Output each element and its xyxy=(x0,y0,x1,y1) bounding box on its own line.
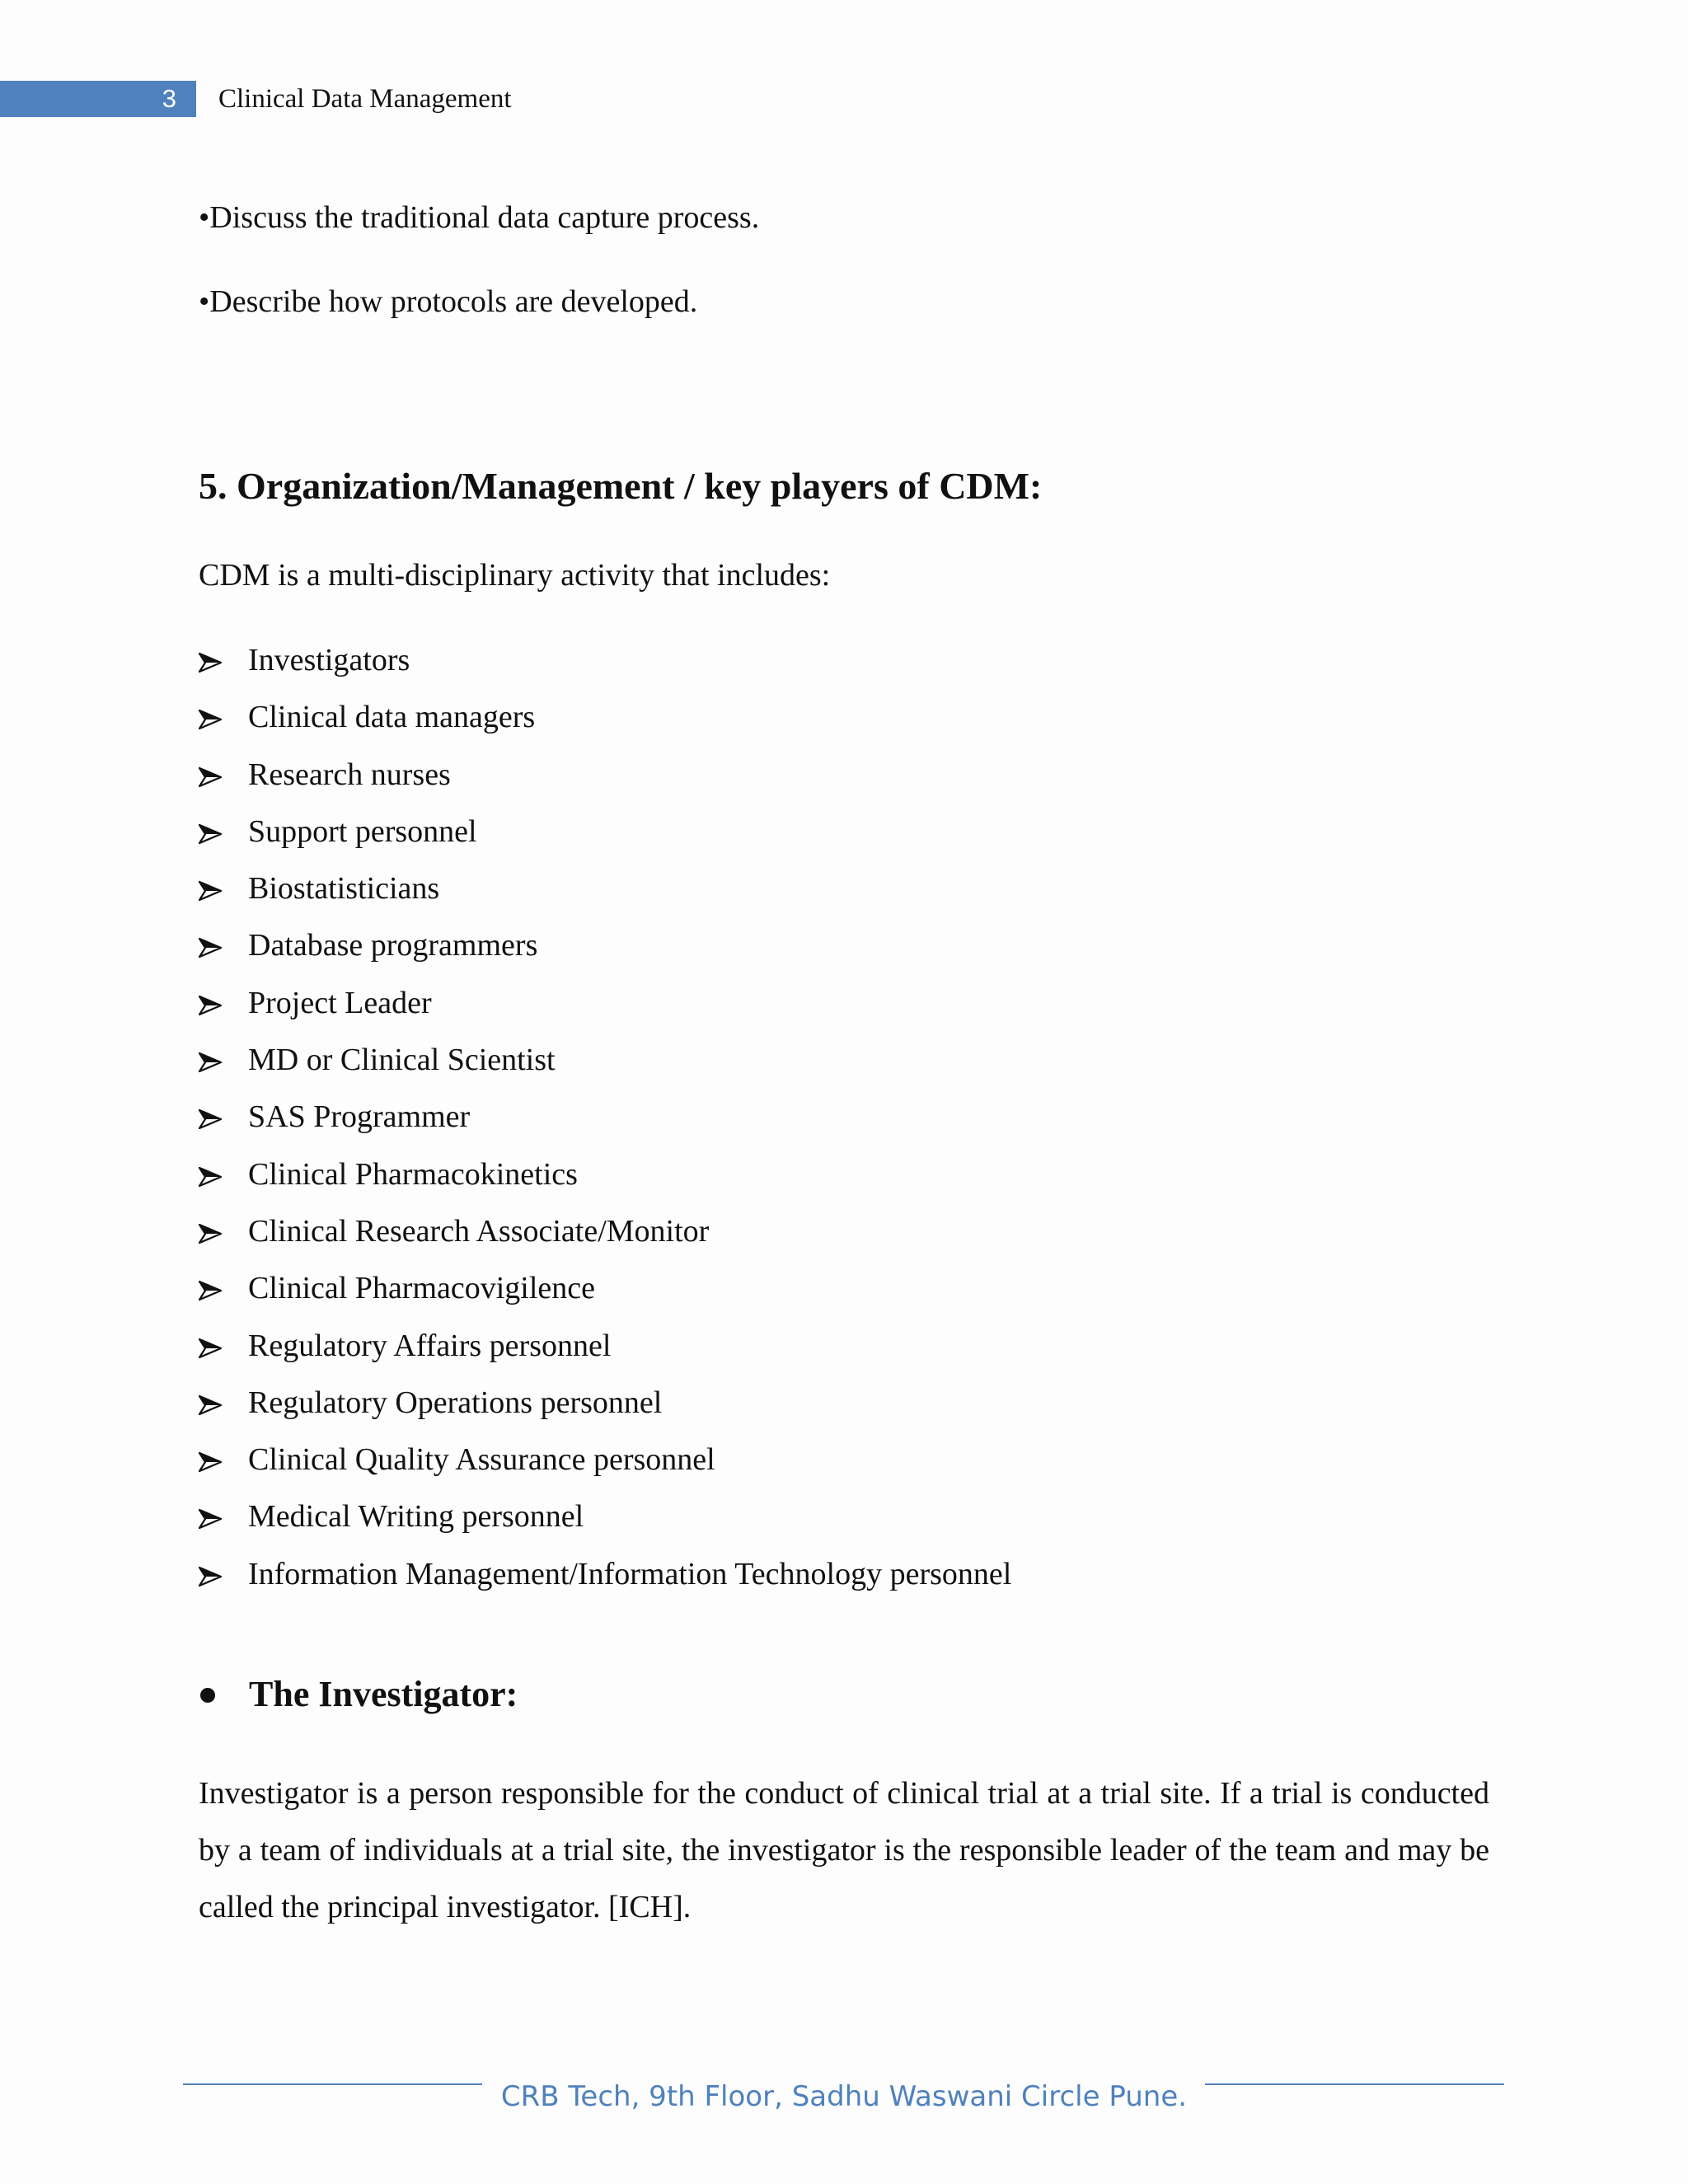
arrow-bullet-icon xyxy=(199,767,222,787)
list-item-label: Database programmers xyxy=(248,928,538,963)
investigator-subsection xyxy=(199,1671,940,1718)
list-item-label: Information Management/Information Technology personnel xyxy=(248,1556,1012,1591)
arrow-bullet-icon xyxy=(199,1395,222,1415)
page-number: 3 xyxy=(162,84,176,113)
arrow-bullet-icon xyxy=(199,1509,222,1529)
section-heading: 5. Organization/Management / key players of CDM: xyxy=(199,465,1043,507)
list-item-label: Biostatisticians xyxy=(248,871,440,907)
list-item-label: Regulatory Affairs personnel xyxy=(248,1328,612,1363)
arrow-bullet-icon xyxy=(199,824,222,844)
footer-rule-left xyxy=(183,2083,482,2085)
list-item-label: MD or Clinical Scientist xyxy=(248,1043,556,1078)
arrow-bullet-icon xyxy=(199,1109,222,1129)
intro-item-data-capture: •Discuss the traditional data capture process. xyxy=(199,200,760,235)
list-item-label: Project Leader xyxy=(248,985,432,1020)
list-item-label: Clinical Pharmacokinetics xyxy=(248,1156,578,1192)
list-item-label: Medical Writing personnel xyxy=(248,1499,584,1535)
arrow-bullet-icon xyxy=(199,1281,222,1301)
intro-item-protocols: •Describe how protocols are developed. xyxy=(199,284,698,319)
arrow-bullet-icon xyxy=(199,881,222,901)
arrow-bullet-icon xyxy=(199,1167,222,1187)
list-item-label: Clinical Research Associate/Monitor xyxy=(248,1213,710,1249)
arrow-bullet-icon xyxy=(199,1224,222,1244)
investigator-paragraph: Investigator is a person responsible for the conduct of clinical trial at a trial site. If a trial is conducted by a team of individuals at a trial site, the investigator is the responsible leader of the team and may be called the principal investigator. [ICH]. xyxy=(199,1776,1489,1924)
list-item-label: Clinical Pharmacovigilence xyxy=(248,1271,596,1306)
arrow-bullet-icon xyxy=(199,1452,222,1472)
list-item-label: Research nurses xyxy=(248,757,451,792)
arrow-bullet-icon xyxy=(199,710,222,729)
arrow-bullet-icon xyxy=(199,1567,222,1586)
arrow-bullet-icon xyxy=(199,1052,222,1072)
arrow-bullet-icon xyxy=(199,1338,222,1358)
arrow-bullet-icon xyxy=(199,938,222,958)
list-item-label: Clinical data managers xyxy=(248,700,536,735)
page-number-bar xyxy=(0,81,196,117)
section-intro: CDM is a multi-disciplinary activity that includes: xyxy=(199,558,831,593)
footer-address: CRB Tech, 9th Floor, Sadhu Waswani Circle Pune. xyxy=(500,2080,1188,2113)
round-bullet-icon xyxy=(200,1688,215,1703)
subsection-title: The Investigator: xyxy=(249,1674,518,1714)
arrow-bullet-icon xyxy=(199,996,222,1015)
arrow-bullet-icon xyxy=(199,653,222,673)
list-item-label: Investigators xyxy=(248,643,410,677)
list-item-label: Support personnel xyxy=(248,813,477,849)
list-item-label: Regulatory Operations personnel xyxy=(248,1385,663,1420)
list-item-label: SAS Programmer xyxy=(248,1099,471,1135)
running-header-title: Clinical Data Management xyxy=(218,84,512,114)
list-item-label: Clinical Quality Assurance personnel xyxy=(248,1442,715,1478)
footer-rule-right xyxy=(1205,2083,1504,2085)
